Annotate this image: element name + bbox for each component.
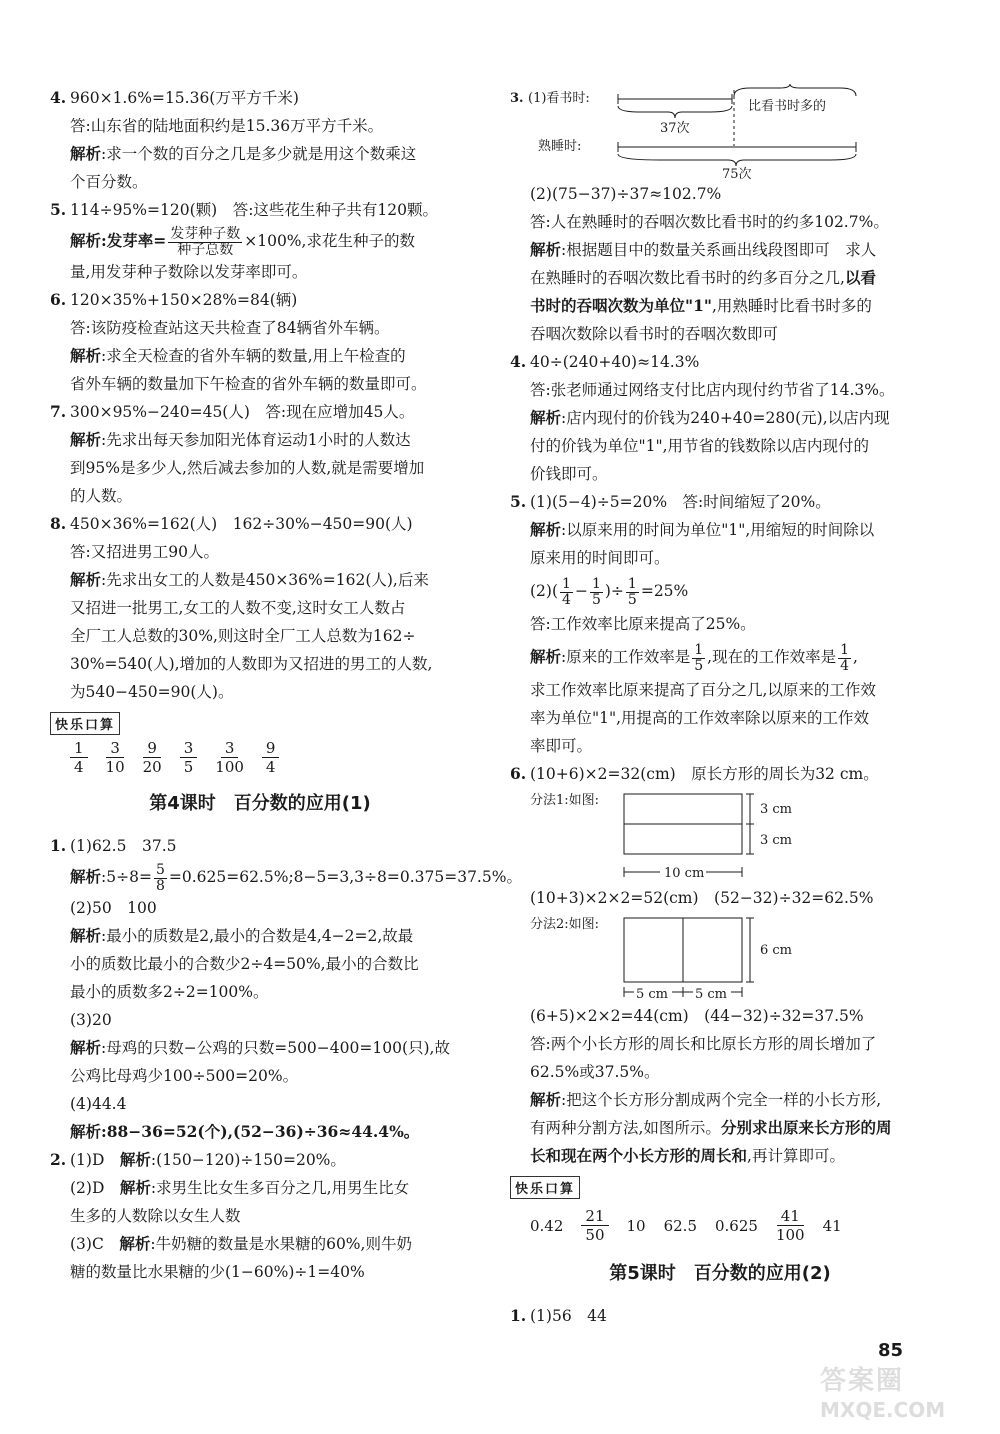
right-column — [510, 84, 930, 1330]
l4-q1-analysis3: 解析:母鸡的只数−公鸡的只数=500−400=100(只),故 — [70, 1038, 450, 1057]
r-q4-analysis-cont2: 价钱即可。 — [530, 465, 608, 483]
oral-calc-title-right: 快乐口算 — [510, 1176, 580, 1199]
sleeping-label: 熟睡时: — [538, 139, 582, 154]
method2-label: 分法2:如图: — [530, 917, 600, 932]
oral-fraction: 9 20 — [142, 739, 162, 776]
r-q5-analysis: 解析:以原来用的时间为单位"1",用缩短的时间除以 — [530, 520, 875, 539]
q7-analysis-cont: 到95%是多少人,然后减去参加的人数,就是需要增加 — [70, 459, 425, 477]
r-q3-analysis-cont: 在熟睡时的吞咽次数比看书时的约多百分之几,以看 — [530, 268, 876, 287]
q7-equation: 7. 300×95%−240=45(人) 答:现在应增加45人。 — [50, 402, 415, 421]
l4-q2-part3-cont: 糖的数量比水果糖的少(1−60%)÷1=40% — [70, 1263, 365, 1281]
oral-ans-5: 0.625 — [715, 1216, 758, 1235]
page-number: 85 — [878, 1340, 904, 1361]
segment-diagram — [510, 84, 930, 180]
r-q6-analysis: 解析:把这个长方形分割成两个完全一样的小长方形, — [530, 1090, 882, 1109]
r-q6-method1-eq: (10+3)×2×2=52(cm) (52−32)÷32=62.5% — [530, 889, 874, 907]
l4-q1-part4: (4)44.4 — [70, 1095, 127, 1113]
r-q6-analysis-cont2: 长和现在两个小长方形的周长和,再计算即可。 — [530, 1146, 845, 1165]
q5-analysis-cont: 量,用发芽种子数除以发芽率即可。 — [70, 263, 308, 281]
q6-analysis-cont: 省外车辆的数量加下午检查的省外车辆的数量即可。 — [70, 375, 427, 393]
r-q6-analysis-cont: 有两种分割方法,如图所示。分别求出原来长方形的周 — [530, 1118, 892, 1137]
dim-6cm: 6 cm — [760, 943, 793, 958]
r-q5-part2: (2)( $\frac{1}{4}$ − $\frac{1}{5}$ )÷ $\frac{1}{5}$ =25% — [530, 575, 689, 608]
q8-analysis-cont2: 全厂工人总数的30%,则这时全厂工人总数为162÷ — [70, 627, 416, 645]
r-q5-analysis2-cont3: 率即可。 — [530, 737, 593, 755]
brace-75 — [618, 154, 856, 166]
l4-q2-part3: (3)C 解析:牛奶糖的数量是水果糖的60%,则牛奶 — [70, 1234, 412, 1253]
l4-q1-part3: (3)20 — [70, 1011, 112, 1029]
oral-ans-2: 21 50 — [581, 1207, 608, 1244]
l4-q1-analysis3-cont: 公鸡比母鸡少100÷500=20%。 — [70, 1067, 299, 1085]
l4-q2-part2-cont: 生多的人数除以女生人数 — [70, 1207, 241, 1225]
r-q5-answer2: 答:工作效率比原来提高了25%。 — [530, 615, 756, 633]
q8-analysis: 解析:先求出女工的人数是450×36%=162(人),后来 — [70, 570, 429, 589]
dim-5cm-a: 5 cm — [636, 987, 669, 1002]
division-diagram-1-bottom — [510, 864, 930, 884]
division-diagram-1 — [510, 788, 930, 864]
q8-analysis-cont: 又招进一批男工,女工的人数不变,这时女工人数占 — [70, 599, 406, 617]
oral-calc-title: 快乐口算 — [50, 712, 120, 735]
r-q4-analysis-cont: 付的价钱为单位"1",用节省的钱数除以店内现付的 — [530, 437, 870, 455]
q4-analysis: 解析:求一个数的百分之几是多少就是用这个数乘这 — [70, 144, 417, 163]
division-diagram-2 — [510, 912, 930, 1002]
l4-q1-analysis2-cont2: 最小的质数多2÷2=100%。 — [70, 983, 269, 1001]
r-q5-analysis-cont: 原来用的时间即可。 — [530, 549, 670, 567]
l4-q1-analysis2: 解析:最小的质数是2,最小的合数是4,4−2=2,故最 — [70, 926, 414, 945]
lesson-4-title: 第4课时 百分数的应用(1) — [149, 793, 371, 814]
r-q6-answer: 答:两个小长方形的周长和比原长方形的周长增加了 — [530, 1035, 877, 1053]
dim-10cm: 10 cm — [664, 866, 705, 881]
left-column — [50, 84, 522, 1286]
label-more: 比看书时多的 — [748, 99, 827, 114]
r-q5-analysis2-cont: 求工作效率比原来提高了百分之几,以原来的工作效 — [530, 681, 876, 699]
brace-37 — [618, 106, 732, 118]
q8-answer: 答:又招进男工90人。 — [70, 543, 219, 561]
oral-fraction: 3 100 — [215, 739, 244, 776]
l4-q1-analysis4: 解析:88−36=52(个),(52−36)÷36≈44.4%。 — [70, 1122, 420, 1141]
q8-analysis-cont4: 为540−450=90(人)。 — [70, 683, 234, 701]
r-q5-part1: 5. (1)(5−4)÷5=20% 答:时间缩短了20%。 — [510, 492, 831, 511]
q4-equation: 4. 960×1.6%=15.36(万平方千米) — [50, 88, 299, 107]
label-37: 37次 — [660, 121, 690, 136]
r-q3-answer: 答:人在熟睡时的吞咽次数比看书时的约多102.7%。 — [530, 213, 889, 231]
oral-fraction: 3 5 — [180, 739, 198, 776]
germination-fraction: $\frac{\text{发芽种子数}}{\text{种子总数}}$ — [170, 225, 241, 258]
oral-ans-1: 0.42 — [530, 1216, 564, 1235]
dim-3cm-b: 3 cm — [760, 833, 793, 848]
brace-more — [734, 84, 856, 96]
q6-analysis: 解析:求全天检查的省外车辆的数量,用上午检查的 — [70, 346, 406, 365]
q7-analysis: 解析:先求出每天参加阳光体育运动1小时的人数达 — [70, 430, 411, 449]
oral-ans-3: 10 — [626, 1216, 646, 1235]
oral-ans-7: 41 — [822, 1216, 842, 1235]
r-q5-analysis2-cont2: 率为单位"1",用提高的工作效率除以原来的工作效 — [530, 709, 870, 727]
watermark-url: MXQE.COM — [820, 1398, 946, 1422]
l4-q1-analysis2-cont: 小的质数比最小的合数少2÷4=50%,最小的合数比 — [70, 955, 419, 973]
q4-answer: 答:山东省的陆地面积约是15.36万平方千米。 — [70, 117, 384, 135]
q5-analysis: 解析:发芽率= $\frac{\text{发芽种子数}}{\text{种子总数}}$ ×100%,求花生种子的数 — [70, 225, 415, 258]
q4-analysis-cont: 个百分数。 — [70, 173, 148, 191]
q8-equation: 8. 450×36%=162(人) 162÷30%−450=90(人) — [50, 514, 413, 533]
oral-calc-fractions — [50, 739, 470, 776]
l4-q1-analysis1: 解析:5÷8= $\frac{5}{8}$ =0.625=62.5%;8−5=3,3÷8=0.375=37.5%。 — [70, 861, 522, 894]
q6-answer: 答:该防疫检查站这天共检查了84辆省外车辆。 — [70, 319, 390, 337]
q7-analysis-cont2: 的人数。 — [70, 487, 133, 505]
watermark-logo: 答案圈 — [820, 1366, 905, 1396]
dim-5cm-b: 5 cm — [695, 987, 728, 1002]
r-q4-answer: 答:张老师通过网络支付比店内现付约节省了14.3%。 — [530, 381, 895, 399]
r-q5-analysis2: 解析:原来的工作效率是 $\frac{1}{5}$ ,现在的工作效率是 $\frac{1}{4}$ , — [530, 641, 858, 674]
dim-3cm-a: 3 cm — [760, 802, 793, 817]
l4-q1-part2: (2)50 100 — [70, 899, 157, 917]
q5-equation: 5. 114÷95%=120(颗) 答:这些花生种子共有120颗。 — [50, 200, 438, 219]
l5-q1: 1. (1)56 44 — [510, 1306, 607, 1325]
r-q3-part2: (2)(75−37)÷37≈102.7% — [530, 185, 722, 203]
oral-ans-6: 41 100 — [775, 1207, 805, 1244]
r-q4-analysis: 解析:店内现付的价钱为240+40=280(元),以店内现 — [530, 408, 890, 427]
l4-q2-part1: 2. (1)D 解析:(150−120)÷150=20%。 — [50, 1150, 346, 1169]
r-q6-method2-eq: (6+5)×2×2=44(cm) (44−32)÷32=37.5% — [530, 1007, 864, 1025]
reading-label: (1)看书时: — [528, 91, 590, 106]
oral-ans-4: 62.5 — [663, 1216, 697, 1235]
oral-calc-answers-right — [510, 1207, 930, 1244]
r-q6-answer-cont: 62.5%或37.5%。 — [530, 1063, 660, 1081]
r-q3-analysis-cont3: 吞咽次数除以看书时的吞咽次数即可 — [530, 325, 779, 343]
r-q6-equation: 6. (10+6)×2=32(cm) 原长方形的周长为32 cm。 — [510, 764, 879, 783]
method1-label: 分法1:如图: — [530, 793, 600, 808]
l4-q2-part2: (2)D 解析:求男生比女生多百分之几,用男生比女 — [70, 1178, 410, 1197]
r-q3-analysis-cont2: 书时的吞咽次数为单位"1",用熟睡时比看书时多的 — [530, 296, 872, 315]
q3-number: 3. — [510, 91, 524, 106]
q6-equation: 6. 120×35%+150×28%=84(辆) — [50, 290, 298, 309]
r-q3-analysis: 解析:根据题目中的数量关系画出线段图即可 求人 — [530, 240, 877, 259]
oral-fraction: 9 4 — [262, 739, 280, 776]
l4-q1-part1: 1. (1)62.5 37.5 — [50, 836, 177, 855]
label-75: 75次 — [722, 167, 752, 180]
oral-fraction: 3 10 — [105, 739, 125, 776]
five-eighths-fraction: $\frac{5}{8}$ — [155, 861, 165, 894]
oral-fraction: 1 4 — [70, 739, 88, 776]
q8-analysis-cont3: 30%=540(人),增加的人数即为又招进的男工的人数, — [70, 655, 433, 673]
lesson-5-title: 第5课时 百分数的应用(2) — [609, 1263, 831, 1284]
r-q4-equation: 4. 40÷(240+40)≈14.3% — [510, 352, 700, 371]
